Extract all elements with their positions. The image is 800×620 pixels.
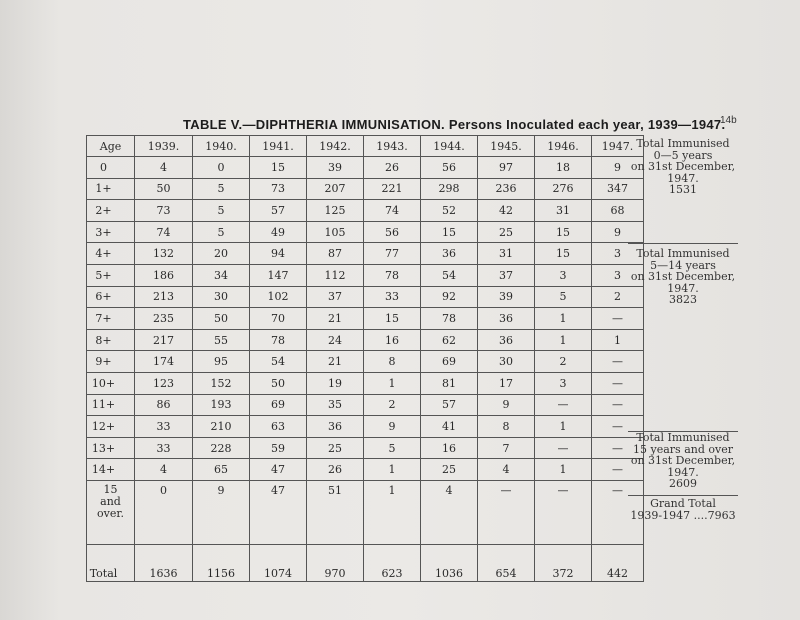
age-cell: 8+ (87, 329, 135, 351)
value-cell: 1 (592, 329, 644, 351)
value-cell: 9 (478, 394, 535, 416)
value-cell: 0 (135, 480, 193, 544)
age-cell: 5+ (87, 264, 135, 286)
value-cell: 57 (421, 394, 478, 416)
value-cell: 217 (135, 329, 193, 351)
value-cell: 3 (592, 264, 644, 286)
value-cell: 57 (250, 200, 307, 222)
total-cell: 1636 (135, 544, 193, 581)
value-cell: — (592, 459, 644, 481)
age-cell: 6+ (87, 286, 135, 308)
column-header-year: 1940. (193, 136, 250, 157)
value-cell: 21 (307, 351, 364, 373)
value-cell: 20 (193, 243, 250, 265)
value-cell: 5 (535, 286, 592, 308)
age-cell: 4+ (87, 243, 135, 265)
value-cell: 5 (193, 200, 250, 222)
value-cell: 34 (193, 264, 250, 286)
total-cell: 442 (592, 544, 644, 581)
table-row (87, 437, 644, 459)
page-number: 14b (720, 115, 737, 126)
value-cell: 31 (478, 243, 535, 265)
value-cell: — (592, 480, 644, 544)
value-cell: — (535, 480, 592, 544)
value-cell: 39 (307, 157, 364, 179)
note-line: 1947. (667, 465, 699, 479)
note-grand-total (628, 498, 738, 521)
value-cell: 59 (250, 437, 307, 459)
age-cell: 14+ (87, 459, 135, 481)
value-cell: — (592, 394, 644, 416)
note-line: 5—14 years (650, 258, 716, 272)
value-cell: 56 (421, 157, 478, 179)
value-cell: 33 (135, 437, 193, 459)
value-cell: 0 (193, 157, 250, 179)
column-header-year: 1942. (307, 136, 364, 157)
value-cell: 4 (135, 157, 193, 179)
value-cell: 26 (307, 459, 364, 481)
table-row (87, 416, 644, 438)
value-cell: 81 (421, 372, 478, 394)
value-cell: 2 (535, 351, 592, 373)
value-cell: 50 (250, 372, 307, 394)
value-cell: 49 (250, 221, 307, 243)
value-cell: 174 (135, 351, 193, 373)
value-cell: 1 (364, 459, 421, 481)
column-header-year: 1939. (135, 136, 193, 157)
age-cell: 3+ (87, 221, 135, 243)
value-cell: — (592, 351, 644, 373)
note-divider (628, 243, 738, 244)
table-row (87, 286, 644, 308)
value-cell: 51 (307, 480, 364, 544)
value-cell: 33 (364, 286, 421, 308)
value-cell: 112 (307, 264, 364, 286)
value-cell: 78 (421, 308, 478, 330)
table-row (87, 157, 644, 179)
value-cell: 94 (250, 243, 307, 265)
value-cell: 228 (193, 437, 250, 459)
age-cell: 13+ (87, 437, 135, 459)
value-cell: 73 (250, 178, 307, 200)
value-cell: 298 (421, 178, 478, 200)
value-cell: 30 (193, 286, 250, 308)
value-cell: 1 (364, 480, 421, 544)
column-header-year: 1944. (421, 136, 478, 157)
age-cell: 10+ (87, 372, 135, 394)
value-cell: 1 (535, 308, 592, 330)
note-line: 1531 (669, 183, 697, 196)
value-cell: 30 (478, 351, 535, 373)
total-cell: 1156 (193, 544, 250, 581)
value-cell: 3 (535, 264, 592, 286)
header-row (87, 136, 644, 157)
value-cell: 74 (135, 221, 193, 243)
age-cell: 2+ (87, 200, 135, 222)
value-cell: 347 (592, 178, 644, 200)
value-cell: 47 (250, 480, 307, 544)
value-cell: 17 (478, 372, 535, 394)
value-cell: 78 (364, 264, 421, 286)
note-line: 0—5 years (653, 148, 713, 162)
value-cell: 50 (193, 308, 250, 330)
value-cell: 65 (193, 459, 250, 481)
value-cell: 35 (307, 394, 364, 416)
value-cell: 3 (535, 372, 592, 394)
value-cell: 77 (364, 243, 421, 265)
value-cell: 87 (307, 243, 364, 265)
value-cell: 5 (193, 221, 250, 243)
value-cell: 36 (478, 308, 535, 330)
age-cell: 9+ (87, 351, 135, 373)
value-cell: 54 (421, 264, 478, 286)
note-line: on 31st December, (630, 160, 736, 173)
value-cell: 9 (592, 157, 644, 179)
value-cell: — (592, 308, 644, 330)
total-cell: 970 (307, 544, 364, 581)
age-cell: 1+ (87, 178, 135, 200)
value-cell: 21 (307, 308, 364, 330)
value-cell: 4 (135, 459, 193, 481)
note-line: Grand Total (650, 497, 716, 510)
value-cell: 36 (307, 416, 364, 438)
value-cell: 52 (421, 200, 478, 222)
table-row (87, 200, 644, 222)
note-line: 1947. (667, 281, 699, 295)
total-cell: 1074 (250, 544, 307, 581)
column-header-year: 1946. (535, 136, 592, 157)
column-header-year: 1945. (478, 136, 535, 157)
column-header-year: 1941. (250, 136, 307, 157)
table-row (87, 459, 644, 481)
value-cell: 24 (307, 329, 364, 351)
value-cell: 15 (535, 243, 592, 265)
value-cell: 1 (535, 329, 592, 351)
column-header-age: Age (87, 136, 135, 157)
value-cell: 1 (535, 416, 592, 438)
note-line: 1947. (667, 171, 699, 185)
total-cell: 623 (364, 544, 421, 581)
age-label-line: and (100, 494, 121, 508)
value-cell: 236 (478, 178, 535, 200)
value-cell: 47 (250, 459, 307, 481)
value-cell: 86 (135, 394, 193, 416)
value-cell: 8 (364, 351, 421, 373)
total-cell: 1036 (421, 544, 478, 581)
value-cell: 25 (307, 437, 364, 459)
value-cell: 73 (135, 200, 193, 222)
value-cell: — (535, 394, 592, 416)
value-cell: 123 (135, 372, 193, 394)
value-cell: — (478, 480, 535, 544)
value-cell: 15 (250, 157, 307, 179)
value-cell: 15 (535, 221, 592, 243)
value-cell: 41 (421, 416, 478, 438)
value-cell: 15 (364, 308, 421, 330)
column-header-year: 1943. (364, 136, 421, 157)
value-cell: 97 (478, 157, 535, 179)
total-row (87, 544, 644, 581)
value-cell: 9 (592, 221, 644, 243)
value-cell: 221 (364, 178, 421, 200)
value-cell: 55 (193, 329, 250, 351)
total-cell: 372 (535, 544, 592, 581)
value-cell: 152 (193, 372, 250, 394)
value-cell: 132 (135, 243, 193, 265)
table-row (87, 178, 644, 200)
value-cell: 147 (250, 264, 307, 286)
value-cell: 102 (250, 286, 307, 308)
value-cell: 54 (250, 351, 307, 373)
value-cell: 95 (193, 351, 250, 373)
value-cell: 42 (478, 200, 535, 222)
value-cell: 2 (364, 394, 421, 416)
value-cell: 68 (592, 200, 644, 222)
table-row (87, 351, 644, 373)
note-over-fifteen (628, 432, 738, 490)
table-row (87, 372, 644, 394)
age-label-line: over. (97, 506, 124, 520)
value-cell: 235 (135, 308, 193, 330)
value-cell: 36 (478, 329, 535, 351)
note-line: Total Immunised (636, 247, 730, 260)
value-cell: 92 (421, 286, 478, 308)
value-cell: 4 (421, 480, 478, 544)
value-cell: 276 (535, 178, 592, 200)
value-cell: 5 (193, 178, 250, 200)
value-cell: 207 (307, 178, 364, 200)
value-cell: — (535, 437, 592, 459)
age-cell: 7+ (87, 308, 135, 330)
value-cell: 125 (307, 200, 364, 222)
table-row (87, 264, 644, 286)
value-cell: 63 (250, 416, 307, 438)
value-cell: 70 (250, 308, 307, 330)
value-cell: 16 (364, 329, 421, 351)
value-cell: 193 (193, 394, 250, 416)
note-line: 2609 (669, 477, 697, 490)
age-cell: 0 (87, 157, 135, 179)
note-line: 1939-1947 ....7963 (630, 508, 736, 522)
value-cell: 105 (307, 221, 364, 243)
value-cell: 7 (478, 437, 535, 459)
table-title: TABLE V.—DIPHTHERIA IMMUNISATION. Persons Inoculated each year, 1939—1947. (183, 117, 726, 132)
note-under5 (628, 138, 738, 196)
note-line: Total Immunised (636, 137, 730, 150)
value-cell: 26 (364, 157, 421, 179)
value-cell: 69 (250, 394, 307, 416)
value-cell: 8 (478, 416, 535, 438)
value-cell: 210 (193, 416, 250, 438)
note-line: 3823 (669, 293, 697, 306)
value-cell: 74 (364, 200, 421, 222)
age-label-line: 15 (103, 482, 118, 496)
table-row (87, 394, 644, 416)
value-cell: 50 (135, 178, 193, 200)
note-line: on 31st December, (630, 454, 736, 467)
note-line: on 31st December, (630, 270, 736, 283)
value-cell: 16 (421, 437, 478, 459)
value-cell: 69 (421, 351, 478, 373)
value-cell: 36 (421, 243, 478, 265)
table-row-fifteen-and-over (87, 480, 644, 544)
value-cell: — (592, 437, 644, 459)
table-row (87, 308, 644, 330)
value-cell: 1 (535, 459, 592, 481)
age-cell: 11+ (87, 394, 135, 416)
note-divider (628, 495, 738, 496)
total-label: Total (87, 544, 135, 581)
value-cell: 39 (478, 286, 535, 308)
value-cell: — (592, 416, 644, 438)
value-cell: 4 (478, 459, 535, 481)
age-cell: 12+ (87, 416, 135, 438)
total-cell: 654 (478, 544, 535, 581)
table-row (87, 243, 644, 265)
value-cell: 9 (193, 480, 250, 544)
value-cell: 9 (364, 416, 421, 438)
column-header-year: 1947. (592, 136, 644, 157)
value-cell: 37 (478, 264, 535, 286)
value-cell: 18 (535, 157, 592, 179)
value-cell: 213 (135, 286, 193, 308)
value-cell: 15 (421, 221, 478, 243)
table-row (87, 329, 644, 351)
value-cell: 19 (307, 372, 364, 394)
value-cell: 31 (535, 200, 592, 222)
value-cell: 33 (135, 416, 193, 438)
note-line: 15 years and over (633, 442, 733, 456)
value-cell: 2 (592, 286, 644, 308)
value-cell: 5 (364, 437, 421, 459)
note-five-to-fourteen (628, 248, 738, 306)
value-cell: 56 (364, 221, 421, 243)
value-cell: 62 (421, 329, 478, 351)
immunisation-table (86, 135, 644, 582)
value-cell: 37 (307, 286, 364, 308)
value-cell: 78 (250, 329, 307, 351)
note-line: Total Immunised (636, 431, 730, 444)
value-cell: 25 (421, 459, 478, 481)
value-cell: 186 (135, 264, 193, 286)
age-cell (87, 480, 135, 544)
value-cell: 1 (364, 372, 421, 394)
value-cell: — (592, 372, 644, 394)
value-cell: 25 (478, 221, 535, 243)
value-cell: 3 (592, 243, 644, 265)
table-row (87, 221, 644, 243)
